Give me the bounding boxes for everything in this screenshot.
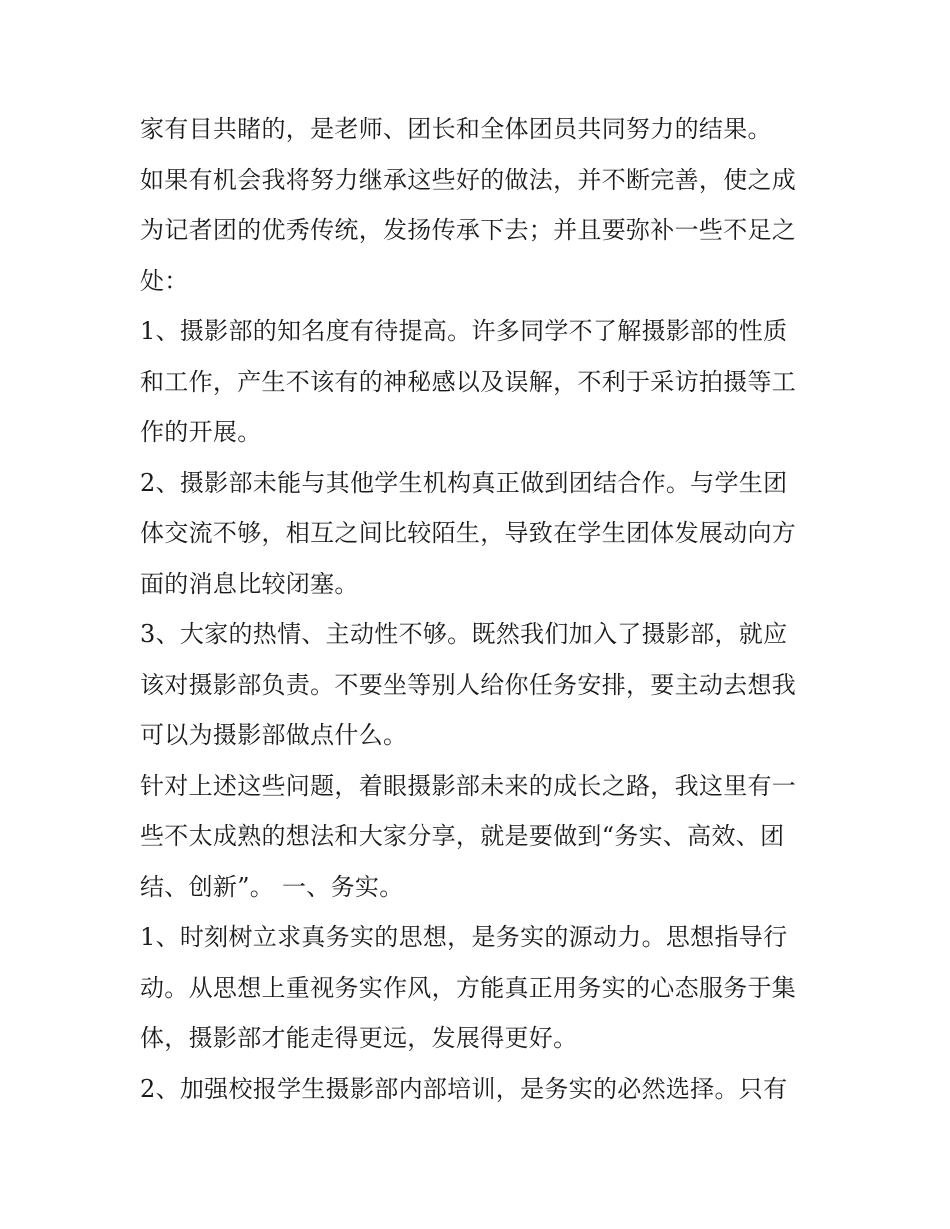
text-line: 体交流不够，相互之间比较陌生，导致在学生团体发展动向方	[140, 519, 797, 547]
text-line: 1、时刻树立求真务实的思想，是务实的源动力。思想指导行	[140, 923, 788, 951]
text-line: 家有目共睹的，是老师、团长和全体团员共同努力的结果。	[140, 115, 772, 143]
text-line: 结、创新”。 一、务实。	[140, 872, 404, 901]
text-line: 1、摄影部的知名度有待提高。许多同学不了解摄影部的性质	[140, 317, 788, 345]
text-line: 针对上述这些问题，着眼摄影部未来的成长之路，我这里有一	[140, 771, 797, 800]
text-line: 些不太成熟的想法和大家分享，就是要做到“务实、高效、团	[140, 822, 785, 850]
text-line: 动。从思想上重视务实作风，方能真正用务实的心态服务于集	[140, 973, 797, 1002]
text-line: 3、大家的热情、主动性不够。既然我们加入了摄影部，就应	[140, 620, 788, 648]
body-text	[140, 104, 820, 1114]
text-line: 2、加强校报学生摄影部内部培训，是务实的必然选择。只有	[140, 1074, 788, 1103]
text-line: 2、摄影部未能与其他学生机构真正做到团结合作。与学生团	[140, 468, 788, 497]
text-line: 作的开展。	[140, 418, 262, 446]
text-line: 该对摄影部负责。不要坐等别人给你任务安排，要主动去想我	[140, 670, 797, 699]
text-line: 面的消息比较闭塞。	[140, 569, 359, 598]
text-line: 如果有机会我将努力继承这些好的做法，并不断完善，使之成	[140, 165, 797, 194]
text-line: 体，摄影部才能走得更远，发展得更好。	[140, 1024, 578, 1052]
text-line: 为记者团的优秀传统，发扬传承下去；并且要弥补一些不足之	[140, 216, 797, 244]
text-line: 和工作，产生不该有的神秘感以及误解，不利于采访拍摄等工	[140, 367, 797, 396]
text-line: 处：	[140, 266, 189, 295]
text-line: 可以为摄影部做点什么。	[140, 721, 408, 749]
